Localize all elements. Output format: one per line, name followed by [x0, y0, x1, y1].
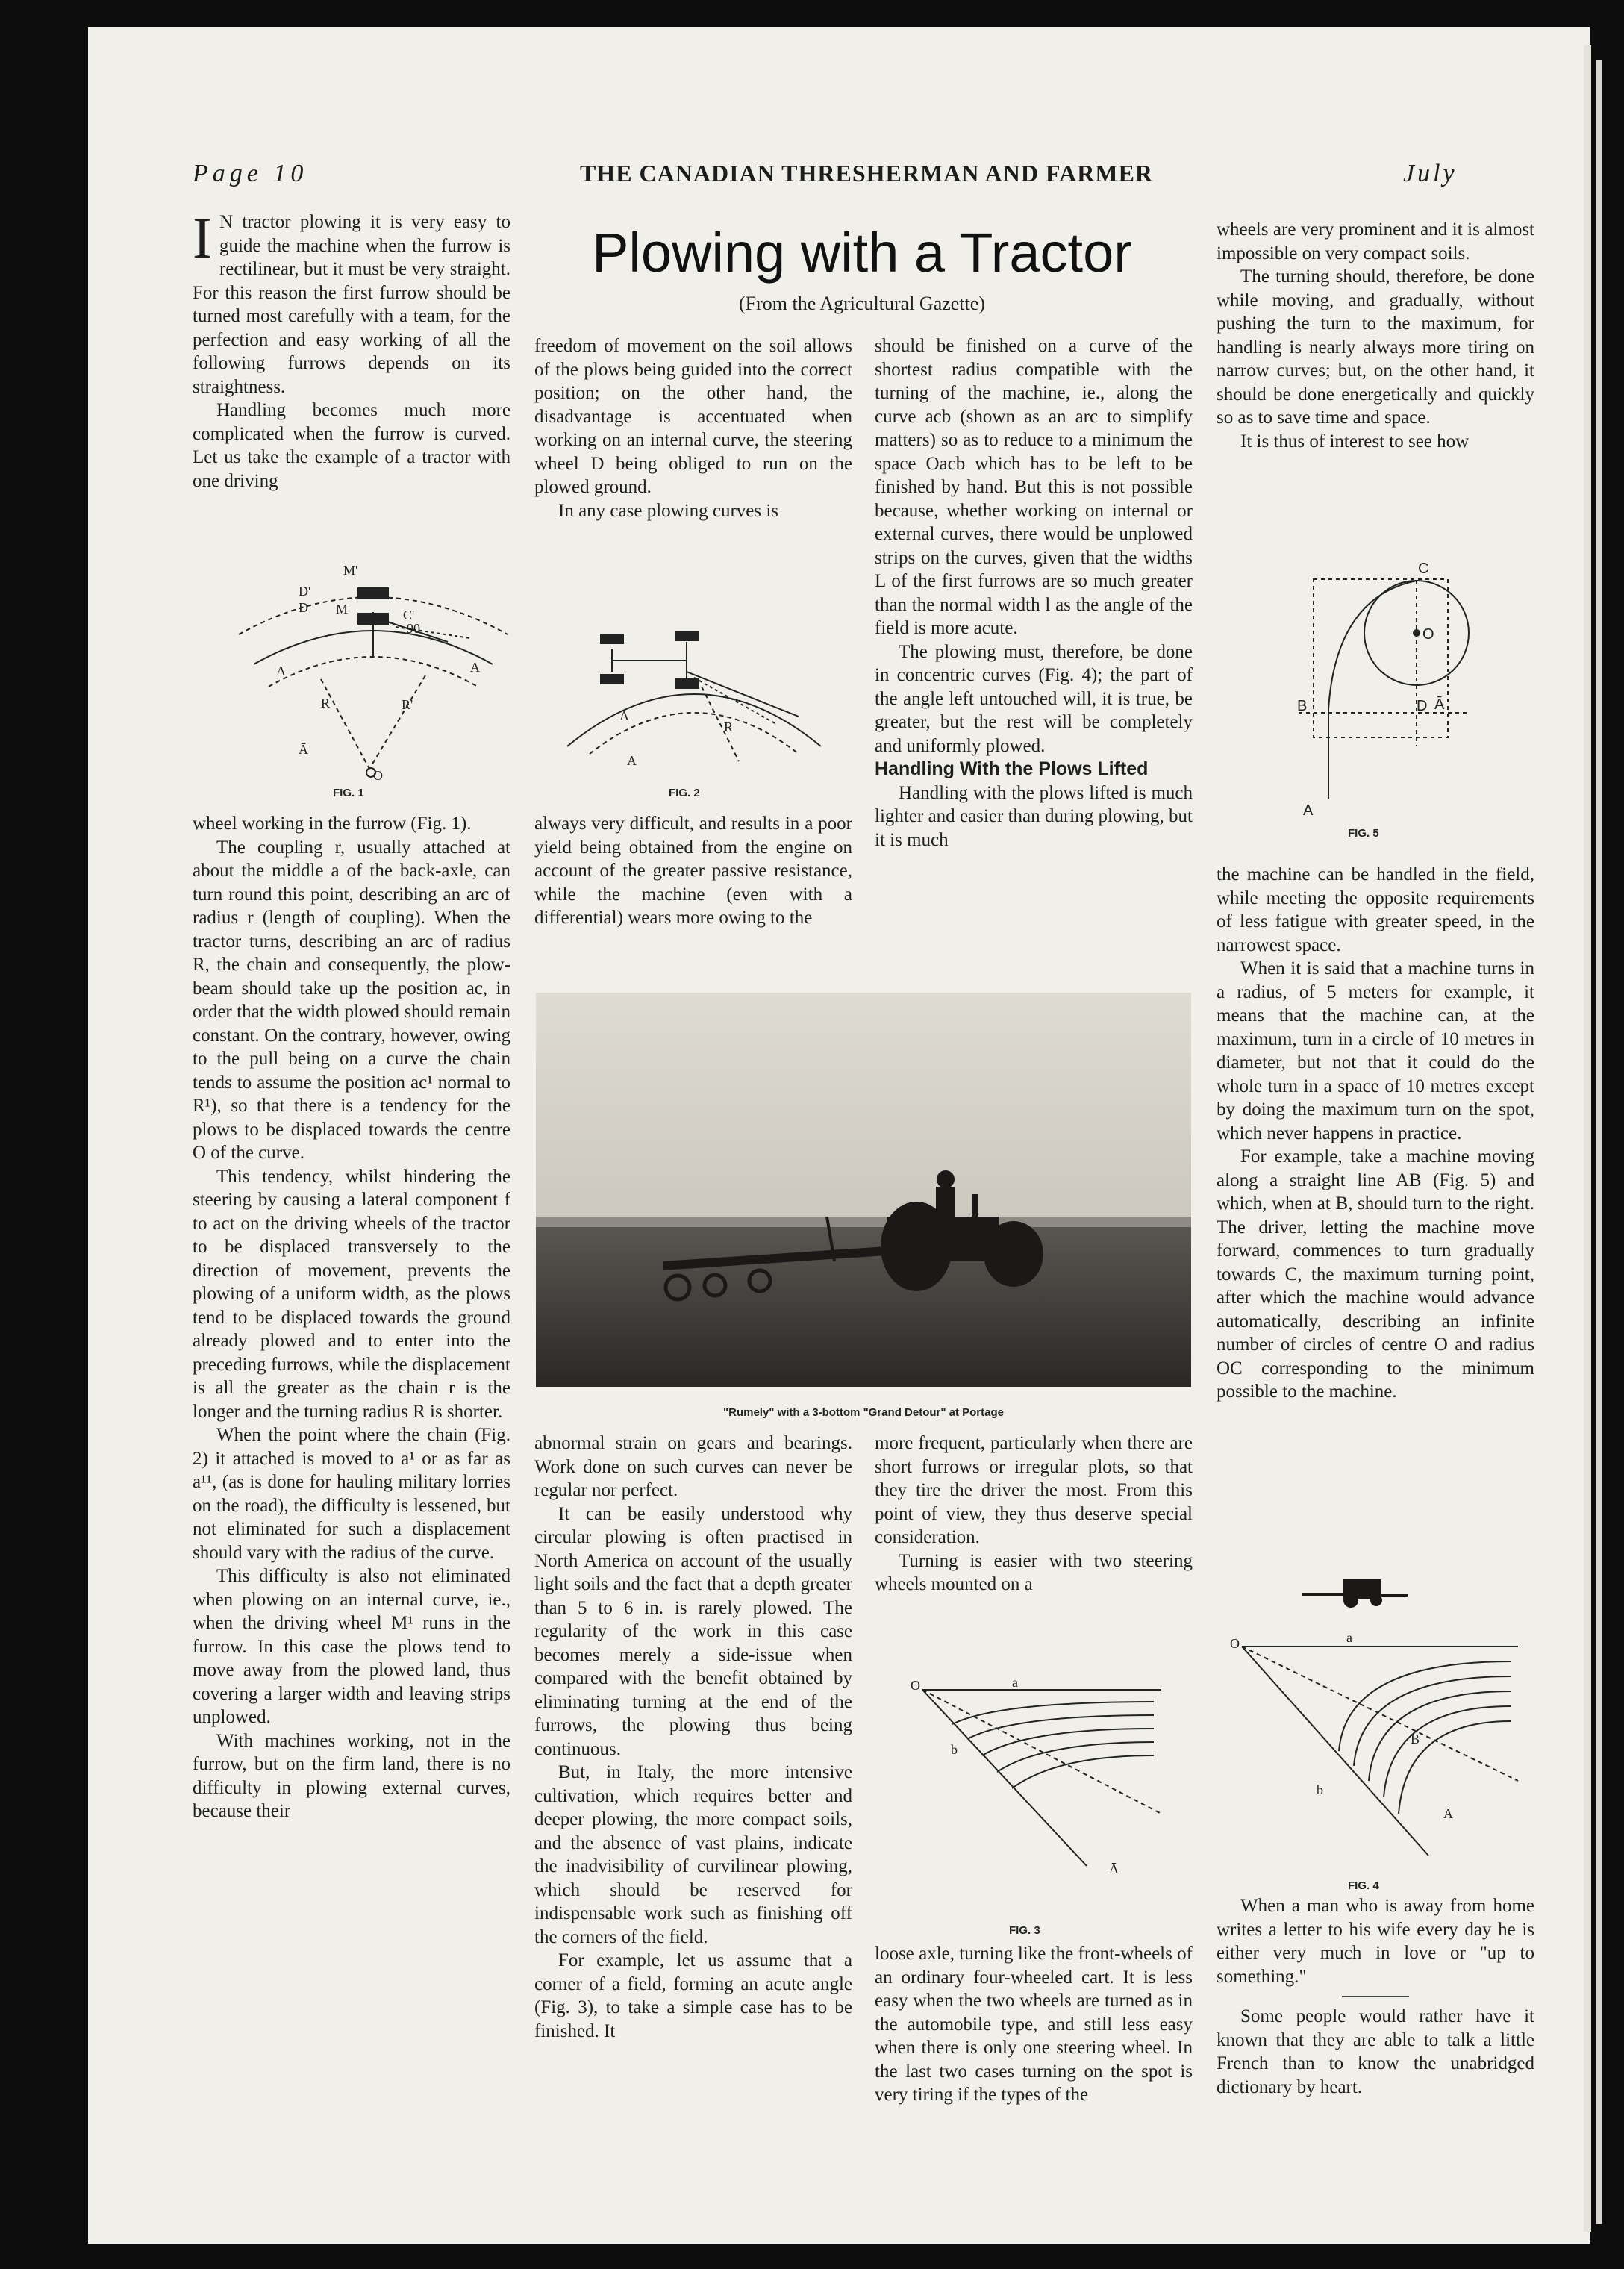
paragraph: It is thus of interest to see how	[1240, 431, 1470, 452]
paragraph: This difficulty is also not eliminated when plowing on an internal curve, ie., when the driving wheel M¹ runs in the furrow. In this case the plows tend to move away from the plowed land, thus covering a larger width and leaving strips unplowed.	[193, 1566, 510, 1727]
figure-3-label: FIG. 3	[1009, 1924, 1040, 1937]
svg-text:R: R	[724, 720, 734, 734]
figure-2-label: FIG. 2	[669, 787, 700, 799]
svg-text:O: O	[1422, 626, 1434, 643]
paragraph: Handling with the plows lifted is much lighter and easier than during plowing, but it is much	[875, 782, 1193, 850]
paragraph: The coupling r, usually attached at about the middle a of the back-axle, can turn round this point, describing an arc of radius r (length of coupling). When the tractor turns, describing an arc of radius R, the chain and consequently, the plow-beam should take up the position ac, in order that the width plowed should remain constant. On the contrary, however, owing to the pull being on a curve the chain tends to assume the position ac¹ normal to R¹), so that there is a tendency for the plows to be displaced towards the centre O of the curve.	[193, 837, 510, 1163]
divider	[1342, 1996, 1409, 1997]
column-1-top	[193, 205, 510, 493]
paragraph: loose axle, turning like the front-wheels of an ordinary four-wheeled cart. It is less easy when the two wheels are turned as in the automobile type, and still less easy when there is only one steering wheel. In the last two cases turning on the spot is very tiring if the types of the	[875, 1944, 1193, 2105]
issue-month: July	[1403, 160, 1458, 187]
svg-text:D: D	[1417, 698, 1428, 714]
figure-5-label: FIG. 5	[1348, 827, 1379, 840]
paragraph: The turning should, therefore, be done while moving, and gradually, without pushing the turn to the maximum, for handling is nearly always more tiring on narrow curves; but, on the other hand, it should be done energetically and quickly so as to save time and space.	[1217, 266, 1534, 428]
svg-text:O: O	[911, 1679, 920, 1693]
svg-text:Ā: Ā	[1443, 1806, 1453, 1821]
paragraph: This tendency, whilst hindering the steering by causing a lateral component f to act on the driving wheels of the tractor to be displaced transversely to the direction of movement, prevents the plowing of a uniform width, as the plows tend to be displaced towards the ground already plowed and to enter into the preceding furrows, while the displacement is all the greater as the chain r is the longer and the turning radius R is shorter.	[193, 1166, 510, 1422]
column-2-top	[534, 334, 852, 522]
svg-text:M': M'	[343, 563, 358, 578]
paragraph: In any case plowing curves is	[558, 500, 779, 521]
figure-5-diagram	[1284, 552, 1485, 828]
column-4-top	[1217, 218, 1534, 453]
paragraph: Turning is easier with two steering wheels mounted on a	[875, 1550, 1193, 1594]
svg-text:O: O	[373, 768, 383, 783]
article-title: Plowing with a Tractor	[592, 222, 1132, 284]
paragraph: N tractor plowing it is very easy to guide the machine when the furrow is rectilinear, but it must be very straight. For this reason the first furrow should be turned most carefully with a team, for the perfection and easy working of all the following furrows depends on its straightness.	[193, 212, 510, 397]
column-2-mid	[534, 812, 852, 930]
article-source: (From the Agricultural Gazette)	[739, 293, 985, 314]
svg-text:C: C	[1418, 561, 1429, 577]
figure-1-diagram	[224, 552, 522, 791]
column-3-bottom	[875, 1432, 1193, 1597]
paragraph: The plowing must, therefore, be done in concentric curves (Fig. 4); the part of the angle left untouched will, it is true, be greater, but the rest will be completely and uniformly plowed.	[875, 641, 1193, 756]
column-2-bottom	[534, 1432, 852, 2043]
svg-text:R': R'	[402, 697, 413, 712]
svg-text:C': C'	[403, 608, 415, 622]
svg-text:B: B	[1297, 698, 1308, 714]
paragraph: When it is said that a machine turns in a radius, of 5 meters for example, it means that the machine can, at the maximum, turn in a circle of 10 metres in diameter, but not that it could do the whole turn in a space of 10 metres except by doing the maximum turn on the spot, which never happens in practice.	[1217, 958, 1534, 1143]
svg-text:a: a	[1012, 1679, 1018, 1690]
svg-text:90: 90	[407, 621, 420, 636]
column-3-end	[875, 1942, 1193, 2107]
svg-text:Ā: Ā	[627, 753, 637, 768]
paragraph: When the point where the chain (Fig. 2) it attached is moved to a¹ or as far as a¹¹, (as is done for hauling military lorries on the road), the difficulty is lessened, but not eliminated for such a displacement should vary with the radius of the curve.	[193, 1425, 510, 1563]
svg-text:B: B	[1411, 1732, 1420, 1747]
paragraph: For example, let us assume that a corner of a field, forming an acute angle (Fig. 3), to take a simple case has to be finished. It	[534, 1950, 852, 2041]
paragraph: With machines working, not in the furrow, but on the firm land, there is no difficulty in plowing external curves, because their	[193, 1730, 510, 1821]
drop-cap: I	[193, 205, 212, 270]
column-3-top	[875, 334, 1193, 852]
paragraph: more frequent, particularly when there are short furrows or irregular plots, so that they tire the driver the most. From this point of view, they thus deserve special consideration.	[875, 1433, 1193, 1547]
paragraph: Handling becomes much more complicated when the furrow is curved. Let us take the example of a tractor with one driving	[193, 400, 510, 491]
column-4-bottom	[1217, 1894, 1534, 2099]
svg-text:A: A	[470, 660, 480, 675]
figure-4-diagram	[1227, 1632, 1525, 1878]
svg-text:A: A	[1303, 802, 1314, 819]
figure-2-diagram	[552, 605, 836, 776]
tractor-ornament-icon	[1299, 1572, 1411, 1613]
paragraph: It can be easily understood why circular plowing is often practised in North America on account of the usually light soils and the fact that a depth greater than 5 to 6 in. is rarely plowed. The regularity of the work in this case becomes merely a side-issue when compared with the benefit obtained by eliminating turning at the end of the furrows, the plowing thus being continuous.	[534, 1503, 852, 1759]
figure-3-diagram	[908, 1679, 1176, 1896]
svg-text:D: D	[299, 600, 308, 615]
paragraph: wheels are very prominent and it is almost impossible on very compact soils.	[1217, 219, 1534, 263]
filler-paragraph: Some people would rather have it known that they are able to talk a little French than to know the unabridged dictionary by heart.	[1217, 2006, 1534, 2097]
figure-4-label: FIG. 4	[1348, 1879, 1379, 1892]
paragraph: the machine can be handled in the field, while meeting the opposite requirements of less fatigue with greater speed, in the narrowest space.	[1217, 864, 1534, 955]
svg-text:Ā: Ā	[1109, 1861, 1119, 1876]
paragraph: freedom of movement on the soil allows of the plows being guided into the correct position; on the other hand, the disadvantage is accentuated when working on an internal curve, the steering wheel D being obliged to run on the plowed ground.	[534, 336, 852, 497]
paragraph: For example, take a machine moving along a straight line AB (Fig. 5) and which, when at B, should turn to the right. The driver, letting the machine move forward, commences to turn gradually towards C, the maximum turning point, after which the machine would advance automatically, describing an infinite number of circles of centre O and radius OC corresponding to the minimum possible to the machine.	[1217, 1146, 1534, 1402]
paragraph: But, in Italy, the more intensive cultivation, which requires better and deeper plowing, the more compact soils, and the absence of vast plains, indicate the inadvisibility of curvilinear plowing, which should be reserved for indispensable work such as finishing off the corners of the field.	[534, 1762, 852, 1947]
column-1-bottom	[193, 812, 510, 1823]
filler-paragraph: When a man who is away from home writes a letter to his wife every day he is either very much in love or "up to something."	[1217, 1896, 1534, 1987]
page-edge-back	[1596, 60, 1602, 2224]
svg-text:Ā: Ā	[1434, 696, 1445, 713]
svg-text:M: M	[336, 602, 349, 617]
svg-text:Ā: Ā	[299, 742, 308, 757]
section-subhead: Handling With the Plows Lifted	[875, 758, 1149, 779]
magazine-title: THE CANADIAN THRESHERMAN AND FARMER	[579, 160, 1154, 187]
paragraph: always very difficult, and results in a poor yield being obtained from the engine on account of the greater passive resistance, while the machine (even with a differential) wears more owing to the	[534, 814, 852, 928]
svg-text:O: O	[1230, 1636, 1240, 1651]
page-edge	[1584, 45, 1591, 2232]
paragraph: should be finished on a curve of the shortest radius compatible with the turning of the machine, ie., along the curve acb (shown as an arc to simplify matters) so as to reduce to a minimum the space Oacb which has to be left to be finished by hand. But this is not possible because, whether working on internal or external curves, there would be unplowed strips on the curves, given that the widths L of the first furrows are so much greater than the normal width l as the angle of the field is more acute.	[875, 336, 1193, 638]
svg-text:a: a	[1346, 1632, 1352, 1645]
tractor-photo	[536, 993, 1191, 1387]
page-number: Page 10	[193, 160, 308, 187]
photo-caption: "Rumely" with a 3-bottom "Grand Detour" at Portage	[723, 1406, 1004, 1419]
svg-text:A: A	[276, 664, 286, 678]
paragraph: wheel working in the furrow (Fig. 1).	[193, 814, 472, 834]
svg-text:R: R	[321, 696, 331, 711]
paragraph: abnormal strain on gears and bearings. Work done on such curves can never be regular nor perfect.	[534, 1433, 852, 1500]
svg-text:b: b	[951, 1742, 958, 1757]
svg-text:b: b	[1317, 1782, 1323, 1797]
svg-text:A: A	[619, 708, 629, 723]
column-4-mid	[1217, 863, 1534, 1404]
svg-text:D': D'	[299, 584, 311, 599]
figure-1-label: FIG. 1	[333, 787, 364, 799]
